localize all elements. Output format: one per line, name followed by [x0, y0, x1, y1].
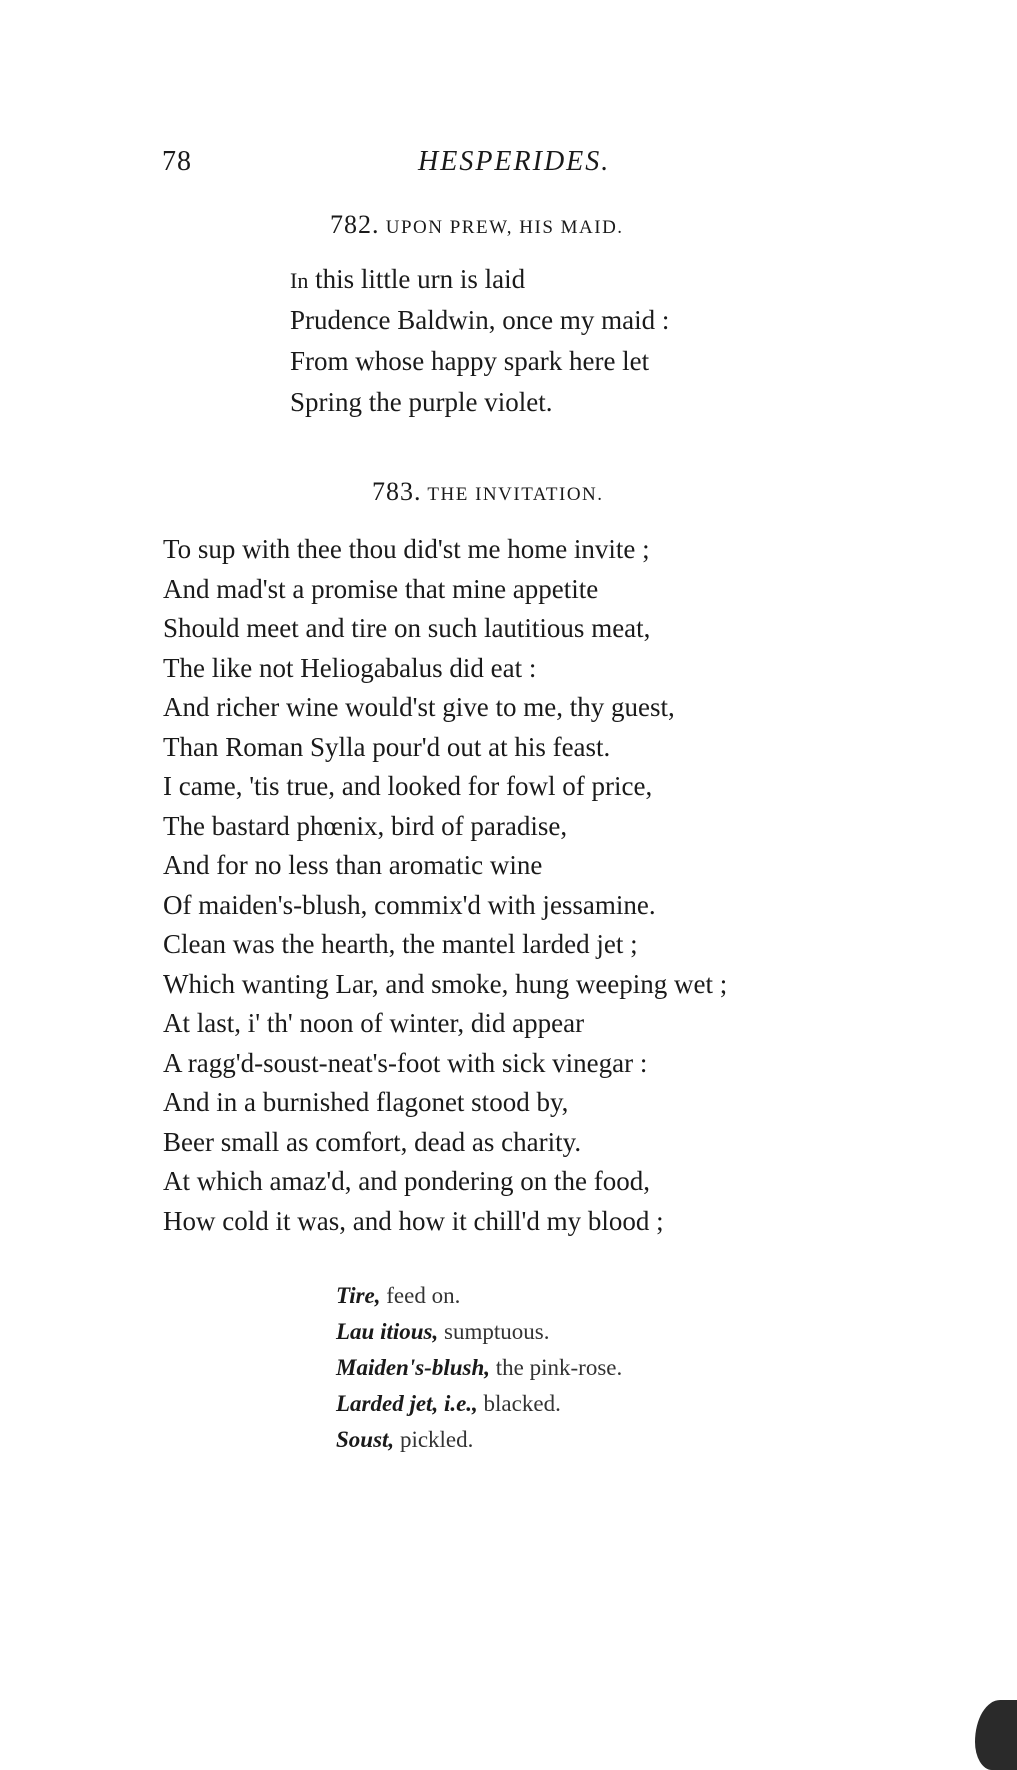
poem-783-verse [163, 530, 727, 1241]
note-term: Tire, [336, 1283, 381, 1308]
verse-line: To sup with thee thou did'st me home invite ; [163, 534, 650, 564]
verse-line: And for no less than aromatic wine [163, 850, 543, 880]
note-term: Lau itious, [336, 1319, 439, 1344]
verse-line: Spring the purple violet. [290, 387, 553, 417]
note-gloss: blacked. [477, 1391, 561, 1416]
note-gloss: sumptuous. [438, 1319, 550, 1344]
verse-line: And richer wine would'st give to me, thy guest, [163, 692, 675, 722]
verse-line: Beer small as comfort, dead as charity. [163, 1126, 582, 1157]
poem-title: UPON PREW, HIS MAID. [385, 217, 624, 238]
poem-heading-783 [372, 477, 604, 507]
note-item [336, 1314, 622, 1350]
note-item [336, 1422, 622, 1458]
page-edge-smudge [975, 1700, 1017, 1770]
verse-line: And in a burnished flagonet stood by, [163, 1087, 569, 1117]
verse-line: At last, i' th' noon of winter, did appear [163, 1008, 585, 1038]
verse-line: Of maiden's-blush, commix'd with jessamine. [163, 889, 656, 920]
note-item [336, 1350, 622, 1386]
note-term: Soust, [336, 1427, 395, 1452]
note-gloss: the pink-rose. [490, 1355, 623, 1380]
verse-line: Clean was the hearth, the mantel larded jet ; [163, 929, 638, 959]
poem-title: THE INVITATION. [427, 484, 604, 505]
verse-line: In this little urn is laid [290, 264, 526, 294]
verse-line: And mad'st a promise that mine appetite [163, 573, 599, 604]
note-item [336, 1278, 622, 1314]
verse-line: From whose happy spark here let [290, 346, 650, 376]
note-item [336, 1386, 622, 1422]
verse-line: Should meet and tire on such lautitious meat, [163, 613, 651, 643]
poem-number: 782. [330, 210, 380, 239]
verse-line: I came, 'tis true, and looked for fowl of price, [163, 771, 653, 801]
verse-line: How cold it was, and how it chill'd my blood ; [163, 1205, 664, 1236]
verse-line: The like not Heliogabalus did eat : [163, 652, 537, 683]
poem-number: 783. [372, 477, 422, 506]
drop-lead: In [290, 268, 309, 293]
running-title: HESPERIDES. [418, 146, 611, 177]
note-gloss: feed on. [380, 1283, 461, 1308]
verse-line: At which amaz'd, and pondering on the food, [163, 1166, 650, 1196]
running-head [0, 146, 1017, 186]
poem-782-verse [290, 259, 669, 423]
note-term: Maiden's-blush, [336, 1355, 491, 1380]
poem-heading-782 [330, 210, 624, 240]
verse-line: Prudence Baldwin, once my maid : [290, 305, 670, 335]
note-gloss: pickled. [394, 1427, 474, 1452]
verse-line: Which wanting Lar, and smoke, hung weeping wet ; [163, 968, 728, 999]
verse-line: The bastard phœnix, bird of paradise, [163, 810, 568, 841]
verse-line: Than Roman Sylla pour'd out at his feast. [163, 731, 611, 762]
note-term: Larded jet, i.e., [336, 1391, 478, 1416]
verse-line: A ragg'd-soust-neat's-foot with sick vinegar : [163, 1047, 648, 1078]
page-number: 78 [162, 146, 192, 177]
glossary-notes [336, 1278, 622, 1458]
